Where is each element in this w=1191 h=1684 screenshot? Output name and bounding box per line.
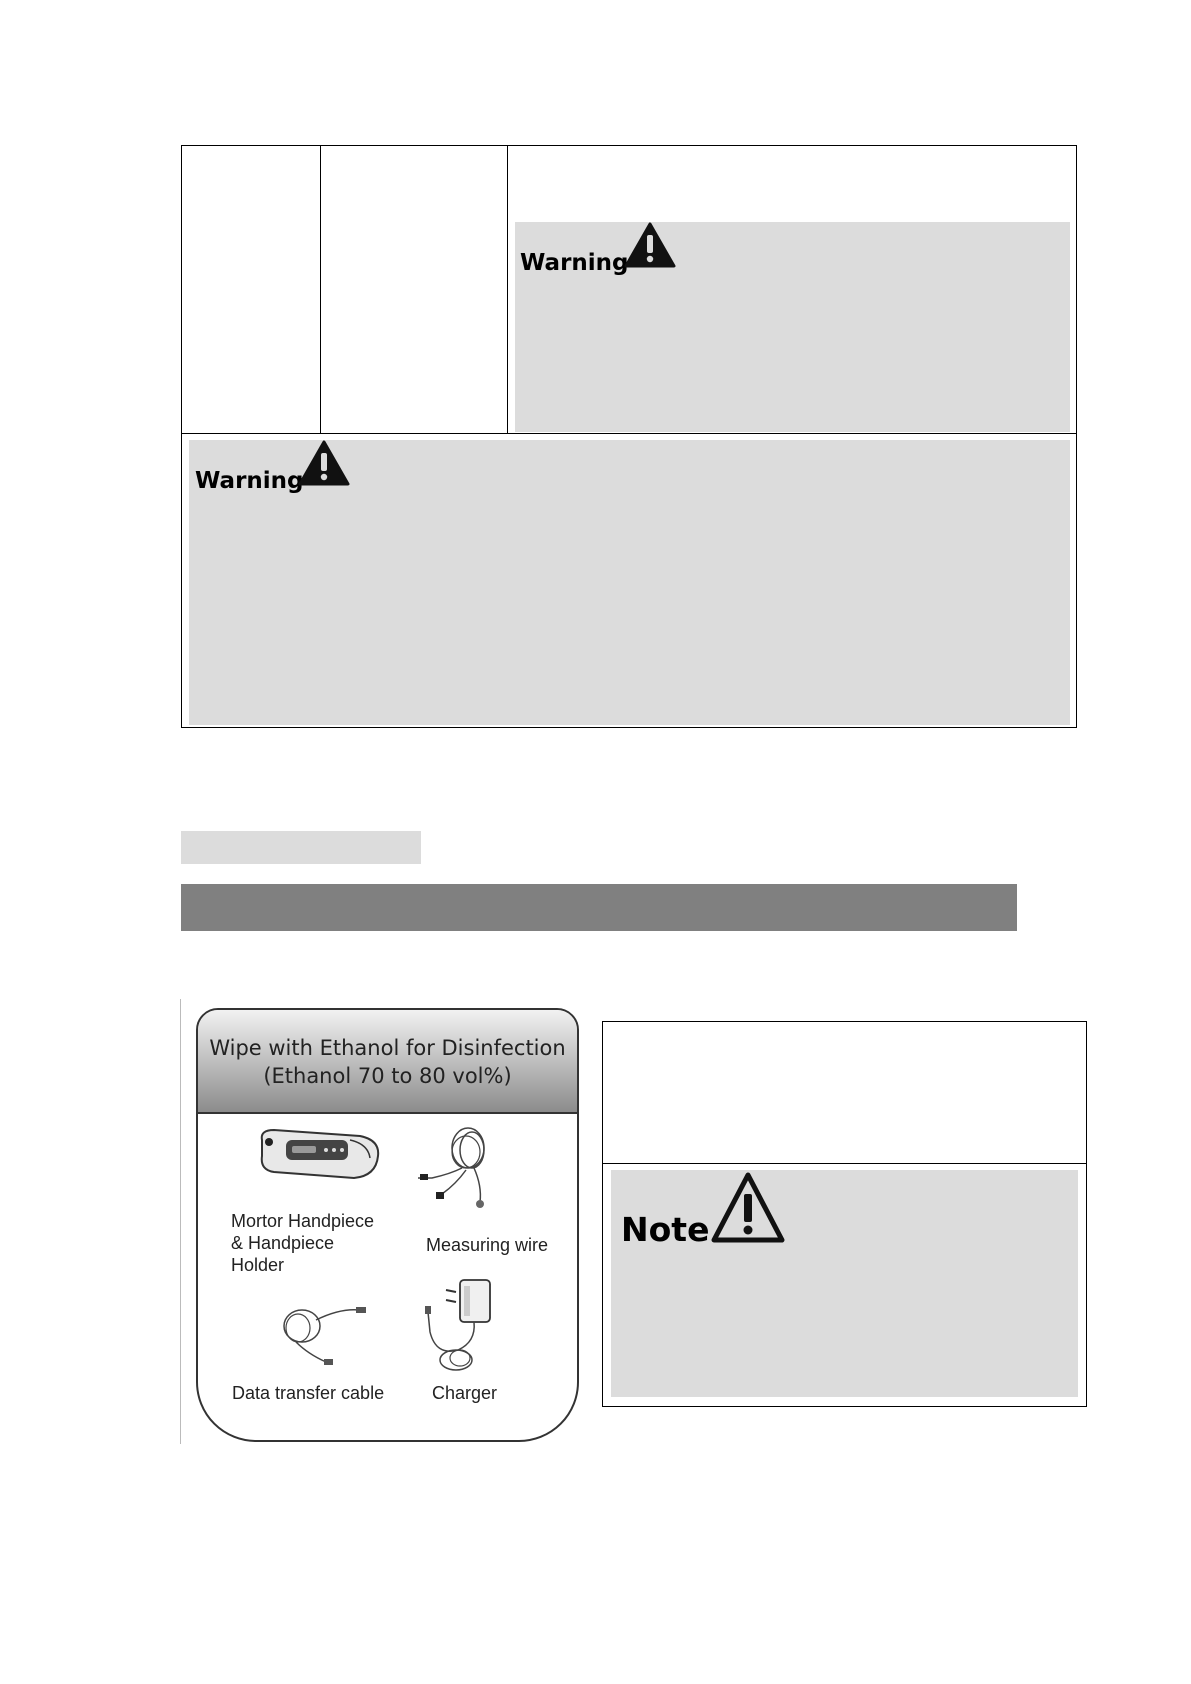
section-heading-bar xyxy=(181,884,1017,931)
caption-line: Mortor Handpiece xyxy=(231,1211,375,1231)
table-cell-1 xyxy=(182,146,320,433)
table-cell-2 xyxy=(321,146,507,433)
warning-label: Warning xyxy=(195,468,304,494)
caption-line: & Handpiece xyxy=(231,1233,335,1253)
subsection-label-bar xyxy=(181,831,421,864)
card-title-line1: Wipe with Ethanol for Disinfection xyxy=(209,1036,566,1060)
warning-panel-top xyxy=(515,222,1070,432)
caption-line: Holder xyxy=(231,1255,285,1275)
caption-motor-handpiece xyxy=(231,1210,411,1276)
note-table-cell-top xyxy=(603,1022,1086,1163)
warning-panel-bottom xyxy=(189,440,1070,725)
motor-handpiece-icon xyxy=(256,1126,384,1186)
caption-data-transfer-cable: Data transfer cable xyxy=(232,1383,385,1403)
warning-triangle-icon xyxy=(298,440,350,486)
card-title-line2: (Ethanol 70 to 80 vol%) xyxy=(263,1064,512,1088)
note-panel xyxy=(611,1170,1078,1397)
warning-label: Warning xyxy=(520,250,629,276)
caption-measuring-wire: Measuring wire xyxy=(426,1235,549,1255)
warning-triangle-outline-icon xyxy=(708,1170,788,1246)
charger-icon xyxy=(416,1272,516,1382)
data-cable-icon xyxy=(260,1290,380,1370)
note-label: Note xyxy=(621,1210,710,1249)
caption-charger: Charger xyxy=(432,1383,498,1403)
left-rule xyxy=(180,999,181,1444)
measuring-wire-icon xyxy=(410,1122,510,1210)
card-header xyxy=(198,1010,577,1114)
warning-triangle-icon xyxy=(624,222,676,268)
disinfection-card xyxy=(196,1008,579,1442)
